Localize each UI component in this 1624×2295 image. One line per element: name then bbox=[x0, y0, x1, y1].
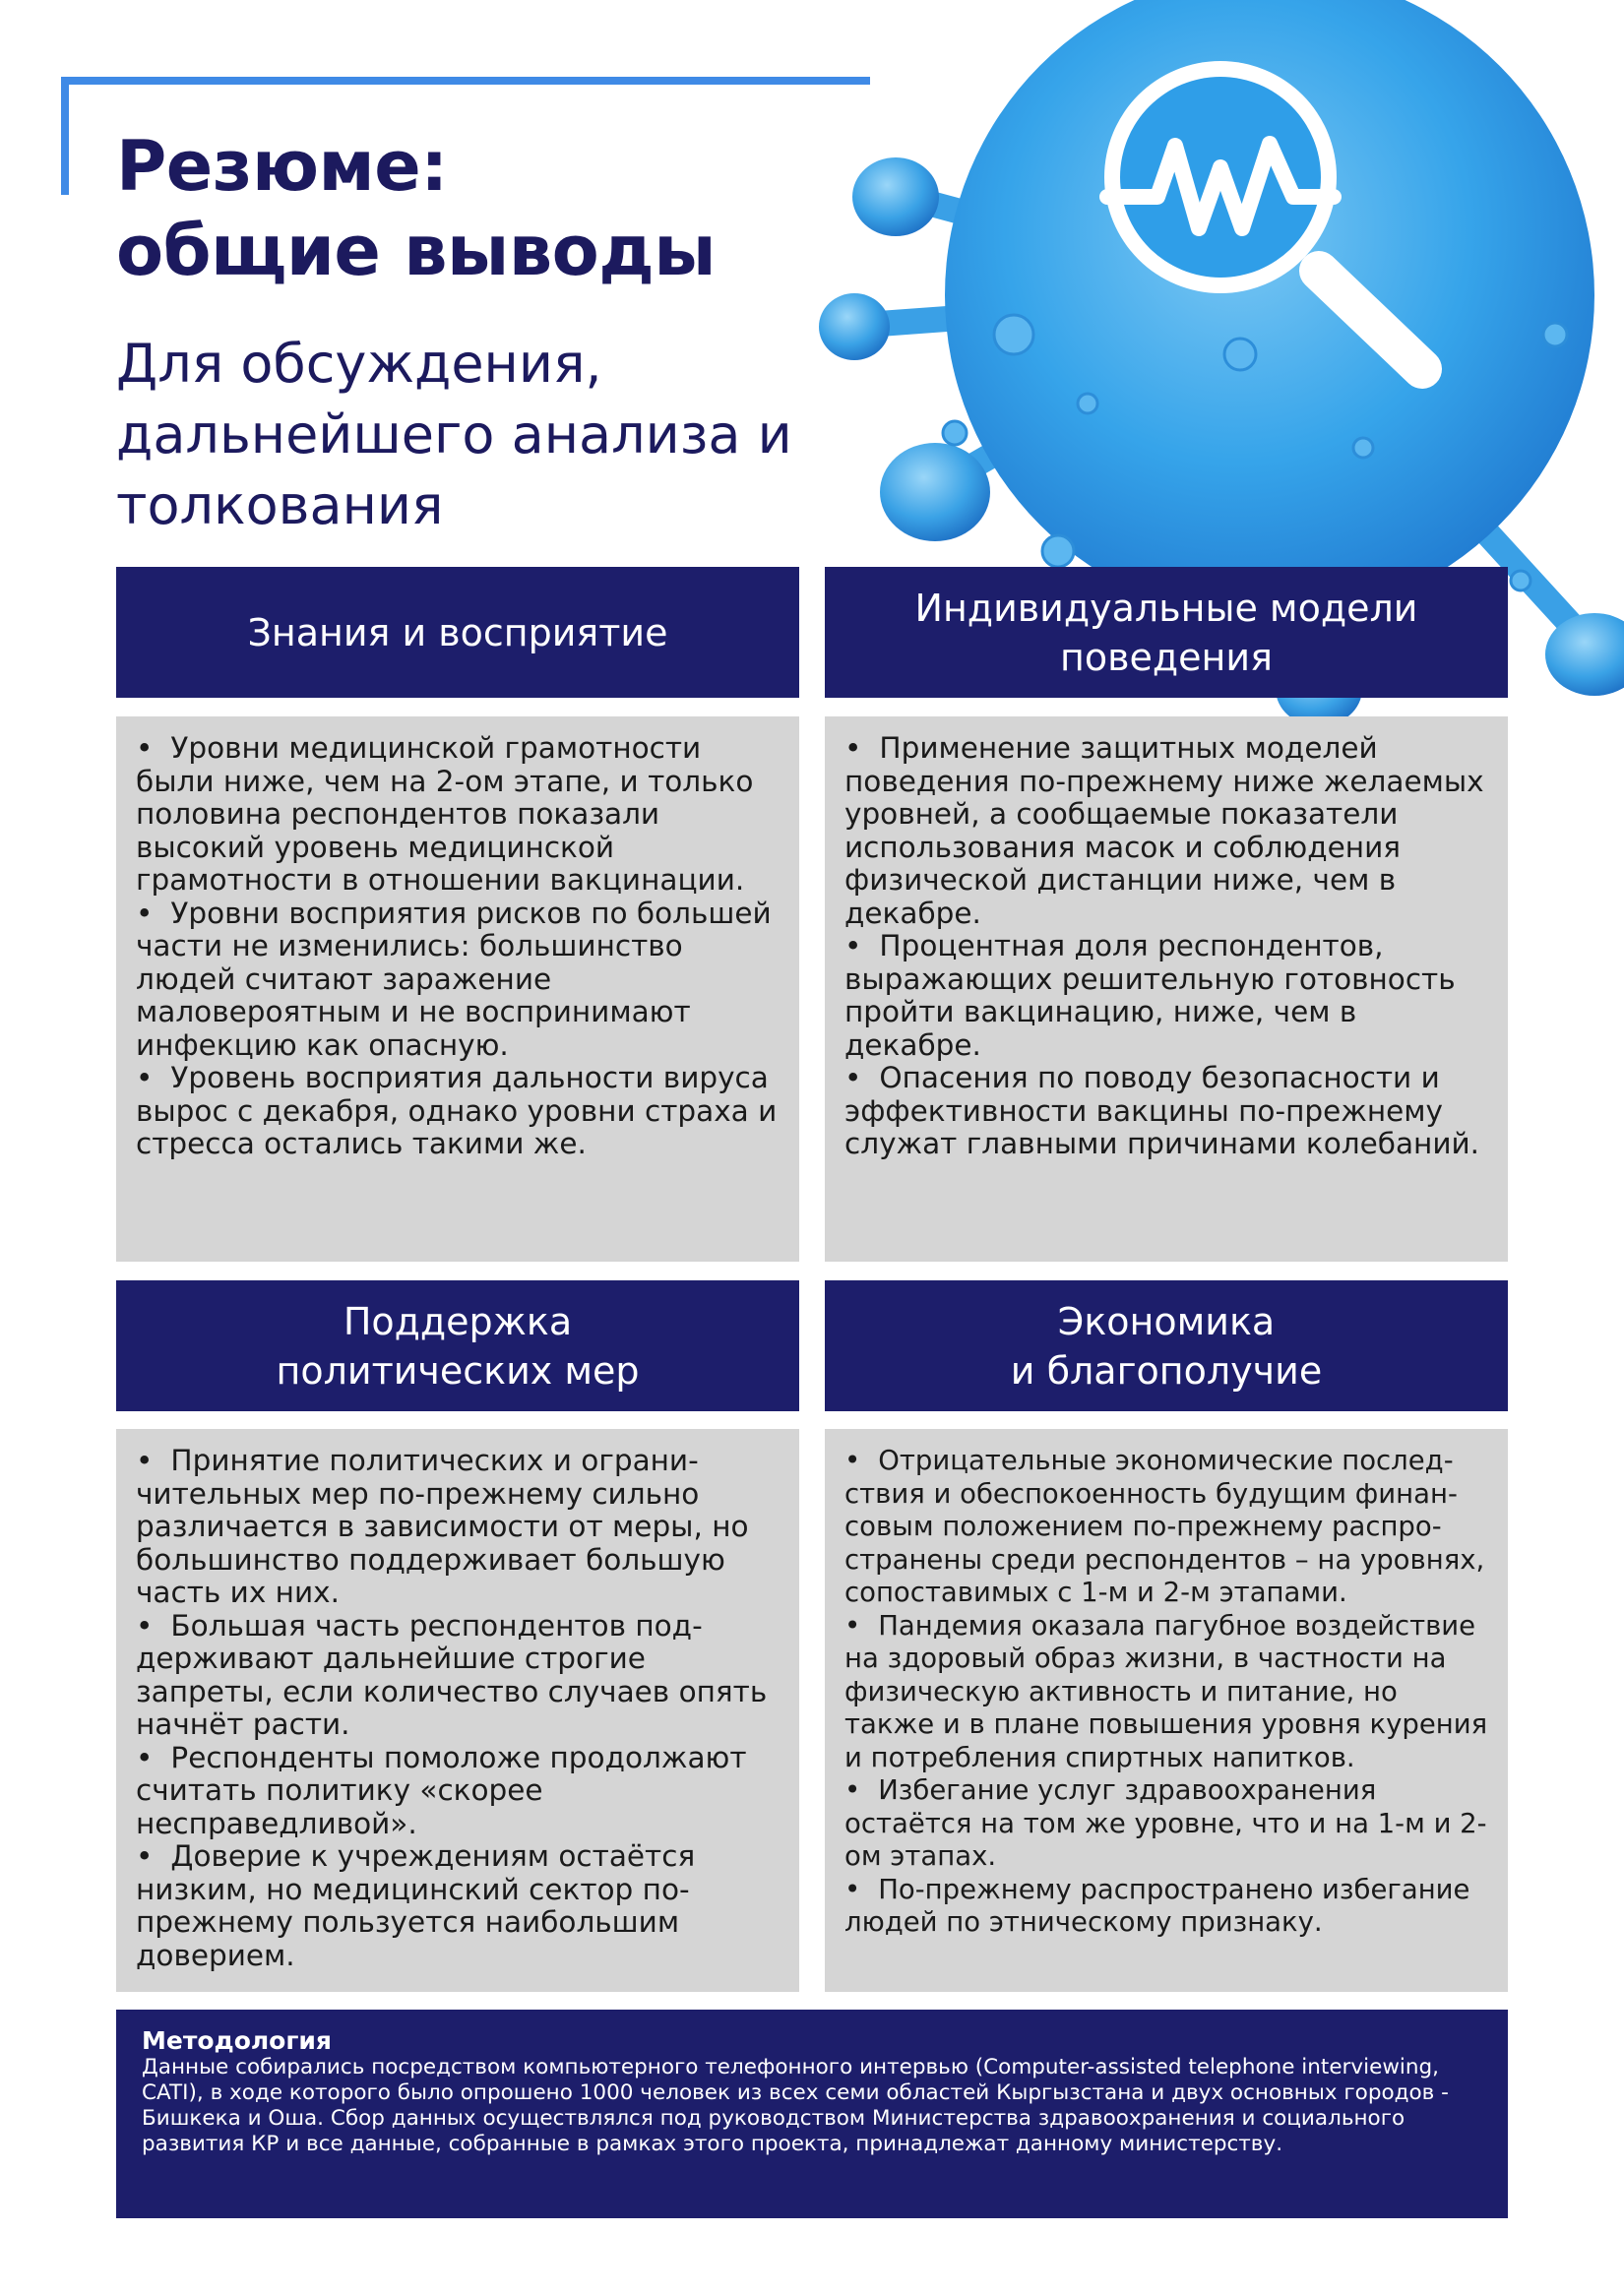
section-box-policy bbox=[116, 1429, 799, 1992]
corner-accent-line-vertical bbox=[61, 77, 69, 195]
list-item: • Процентная доля респондентов, выражающих решительную готовность пройти вакцинацию, ниже, чем в декабре. bbox=[844, 930, 1488, 1062]
page-title: Резюме: общие выводы bbox=[116, 126, 717, 291]
list-item: • Уровни медицинской грамотности были ниже, чем на 2-ом этапе, и только половина респондентов показали высокий уровень медицинской грамотности в отношении вакцинации. bbox=[136, 732, 780, 898]
list-item: • По-прежнему распространено избегание людей по этническому признаку. bbox=[844, 1874, 1488, 1940]
list-item: • Принятие политических и ограничительных мер по-прежнему сильно различается в зависимости от меры, но большинство поддерживает большую часть их них. bbox=[136, 1445, 780, 1610]
section-header-knowledge: Знания и восприятие bbox=[116, 567, 799, 698]
list-item: • Отрицательные экономические последствия и обеспокоенность будущим финансовым положением по-прежнему распространены среди респондентов – на уровнях, сопоставимых с 1-м и 2-м этапами. bbox=[844, 1445, 1488, 1610]
list-item: • Уровни восприятия рисков по большей части не изменились: большинство людей считают заражение маловероятным и не воспринимают инфекцию как опасную. bbox=[136, 898, 780, 1063]
list-item: • Респонденты помоложе продолжают считать политику «скорее несправедливой». bbox=[136, 1742, 780, 1841]
section-header-policy: Поддержка политических мер bbox=[116, 1280, 799, 1411]
list-item: • Доверие к учреждениям остаётся низким, но медицинский сектор по-прежнему пользуется наибольшим доверием. bbox=[136, 1840, 780, 1972]
methodology-box bbox=[116, 2010, 1508, 2218]
list-item: • Опасения по поводу безопасности и эффективности вакцины по-прежнему служат главными причинами колебаний. bbox=[844, 1062, 1488, 1161]
methodology-title: Методология bbox=[142, 2026, 332, 2055]
page-subtitle: Для обсуждения, дальнейшего анализа и толкования bbox=[116, 333, 792, 536]
list-item: • Уровень восприятия дальности вируса вырос с декабря, однако уровни страха и стресса остались такими же. bbox=[136, 1062, 780, 1161]
section-box-knowledge bbox=[116, 716, 799, 1262]
methodology-text: Данные собирались посредством компьютерного телефонного интервью (Computer-assisted telephone interviewing, CATI), в ходе которого было опрошено 1000 человек из всех семи областей Кыргызстана и двух основных городов - Бишкека и Оша. Сбор данных осуществлялся под руководством Министерства здравоохранения и социального развития КР и все данные, собранные в рамках этого проекта, принадлежат данному министерству. bbox=[142, 2055, 1449, 2156]
list-item: • Большая часть респондентов поддерживают дальнейшие строгие запреты, если количество случаев опять начнёт расти. bbox=[136, 1610, 780, 1742]
list-item: • Пандемия оказала пагубное воздействие на здоровый образ жизни, в частности на физическую активность и питание, но также и в плане повышения уровня курения и потребления спиртных напитков. bbox=[844, 1610, 1488, 1775]
section-header-economy: Экономика и благополучие bbox=[825, 1280, 1508, 1411]
list-item: • Применение защитных моделей поведения по-прежнему ниже желаемых уровней, а сообщаемые показатели использования масок и соблюдения физической дистанции ниже, чем в декабре. bbox=[844, 732, 1488, 930]
list-item: • Избегание услуг здравоохранения остаётся на том же уровне, что и на 1-м и 2-ом этапах. bbox=[844, 1774, 1488, 1874]
section-box-behavior bbox=[825, 716, 1508, 1262]
section-box-economy bbox=[825, 1429, 1508, 1992]
corner-accent-line bbox=[61, 77, 870, 85]
section-header-behavior: Индивидуальные модели поведения bbox=[825, 567, 1508, 698]
